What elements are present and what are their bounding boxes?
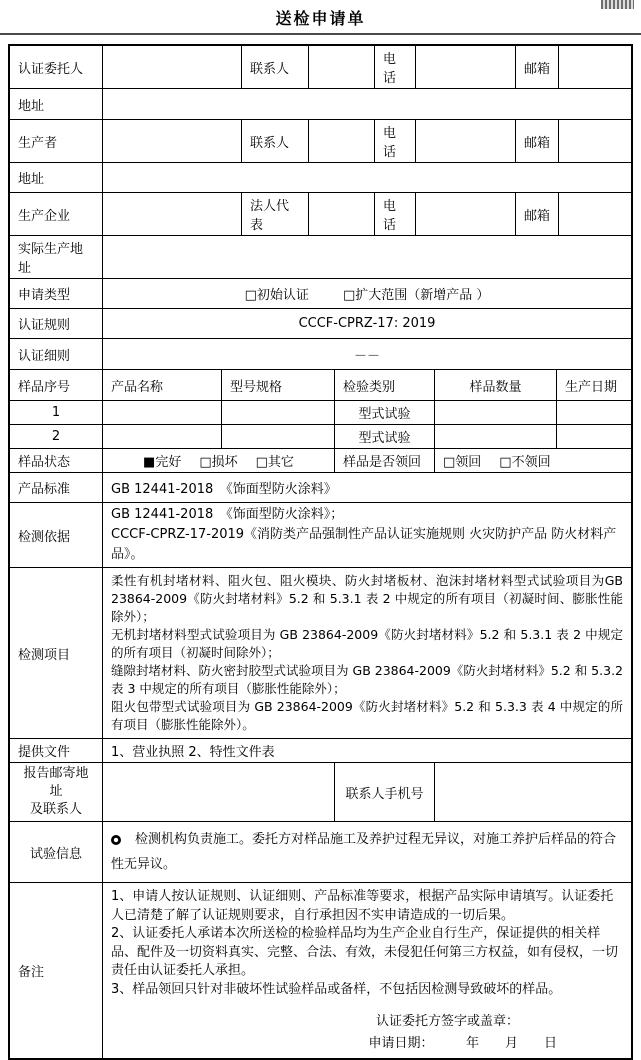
sample-reclaim-options-cell	[434, 449, 631, 472]
checkbox-reclaim-no[interactable]: □不领回	[499, 455, 551, 470]
product-standard-label: 产品标准	[18, 482, 71, 497]
certification-rule-row	[10, 308, 631, 338]
contact-mobile-label: 联系人手机号	[334, 763, 434, 821]
applicant-email-input-cell[interactable]	[558, 46, 631, 88]
sample-1-product-name-input-cell[interactable]	[102, 401, 221, 424]
enterprise-email-label: 邮箱	[515, 193, 558, 235]
sample-table-header-row	[10, 369, 631, 400]
sample-status-options-cell	[102, 449, 334, 472]
sample-2-qty-input-cell[interactable]	[434, 425, 556, 448]
sample-1-model-input-cell[interactable]	[221, 401, 334, 424]
test-basis-line2: CCCF-CPRZ-17-2019《消防类产品强制性产品认证实施规则 火灾防护产品 防火材料产品》。	[111, 527, 617, 562]
test-info-text: 检测机构负责施工。委托方对样品施工及养护过程无异议，对施工养护后样品的符合性无异议。	[111, 832, 617, 872]
remarks-item-1: 1、申请人按认证规则、认证细则、产品标准等要求，根据产品实际申请填写。认证委托人已清楚了解了认证规则要求，自行承担因不实申请造成的一切后果。	[111, 889, 614, 923]
model-spec-header: 型号规格	[221, 370, 334, 400]
sample-status-label: 样品状态	[18, 455, 71, 470]
sample-1-qty-input-cell[interactable]	[434, 401, 556, 424]
certification-detail-label: 认证细则	[18, 348, 71, 364]
sample-no-header: 样品序号	[18, 379, 71, 395]
sample-1-test-category: 型式试验	[334, 401, 434, 424]
certification-detail-row	[10, 338, 631, 369]
producer-row	[10, 119, 631, 162]
applicant-phone-input-cell[interactable]	[415, 46, 515, 88]
application-date-line: 申请日期： 年 月 日	[368, 1035, 557, 1051]
application-type-label: 申请类型	[18, 288, 71, 303]
certification-detail-value: －－	[102, 339, 631, 369]
remarks-text	[111, 885, 623, 1056]
actual-address-row	[10, 235, 631, 278]
checkbox-initial-certification[interactable]: □初始认证	[244, 288, 309, 303]
applicant-email-label: 邮箱	[515, 46, 558, 88]
test-basis-row	[10, 502, 631, 567]
remarks-item-3: 3、样品领回只针对非破坏性试验样品或备样，不包括因检测导致破坏的样品。	[111, 981, 562, 997]
checkbox-reclaim-yes[interactable]: □领回	[443, 455, 482, 470]
sample-2-test-category: 型式试验	[334, 425, 434, 448]
producer-address-label: 地址	[18, 172, 45, 187]
enterprise-email-input-cell[interactable]	[558, 193, 631, 235]
applicant-name-input-cell[interactable]	[102, 46, 241, 88]
certification-rule-value: CCCF-CPRZ-17: 2019	[102, 309, 631, 338]
product-standard-value: GB 12441-2018 《饰面型防火涂料》	[102, 473, 631, 502]
remarks-row	[10, 882, 631, 1058]
sample-2-date-input-cell[interactable]	[556, 425, 631, 448]
sample-2-product-name-input-cell[interactable]	[102, 425, 221, 448]
test-items-row	[10, 567, 631, 738]
test-basis-label: 检测依据	[18, 529, 71, 545]
producer-phone-input-cell[interactable]	[415, 120, 515, 162]
producer-name-input-cell[interactable]	[102, 120, 241, 162]
applicant-row	[10, 46, 631, 88]
producer-contact-label: 联系人	[241, 120, 308, 162]
test-items-p1: 柔性有机封堵材料、阻火包、阻火模块、防火封堵板材、泡沫封堵材料型式试验项目为GB 23864-2009《防火封堵材料》5.2 和 5.3.1 表 2 中规定的所有项目（初凝时间、膨胀性能除外）；	[111, 573, 623, 624]
applicant-contact-label: 联系人	[241, 46, 308, 88]
enterprise-phone-label: 电话	[374, 193, 415, 235]
enterprise-legal-rep-label: 法人代表	[241, 193, 308, 235]
enterprise-phone-input-cell[interactable]	[415, 193, 515, 235]
contact-mobile-input-cell[interactable]	[434, 763, 631, 821]
sample-row-1	[10, 400, 631, 424]
title-divider	[0, 33, 641, 35]
producer-contact-input-cell[interactable]	[308, 120, 374, 162]
product-standard-row	[10, 472, 631, 502]
documents-label: 提供文件	[18, 745, 71, 760]
report-mailing-label: 报告邮寄地址 及联系人	[23, 766, 89, 817]
checkbox-status-intact[interactable]: ■完好	[143, 455, 182, 470]
sample-1-date-input-cell[interactable]	[556, 401, 631, 424]
documents-value: 1、营业执照 2、特性文件表	[102, 739, 631, 762]
certification-rule-label: 认证规则	[18, 318, 71, 333]
test-items-text	[111, 570, 623, 736]
applicant-label: 认证委托人	[18, 61, 84, 77]
producer-email-input-cell[interactable]	[558, 120, 631, 162]
remarks-label: 备注	[18, 965, 45, 980]
product-name-header: 产品名称	[102, 370, 221, 400]
application-type-row	[10, 278, 631, 308]
production-date-header: 生产日期	[556, 370, 631, 400]
corner-thumbnail-image	[601, 0, 634, 9]
test-items-p3: 缝隙封堵材料、防火密封胶型式试验项目为 GB 23864-2009《防火封堵材料》5.2 和 5.3.2 表 3 中规定的所有项目（膨胀性能除外）；	[111, 663, 623, 696]
applicant-contact-input-cell[interactable]	[308, 46, 374, 88]
producer-label: 生产者	[18, 135, 58, 151]
test-items-p2: 无机封堵材料型式试验项目为 GB 23864-2009《防火封堵材料》5.2 和 5.3.1 表 2 中规定的所有项目（初凝时间除外）；	[111, 627, 623, 660]
sample-row-2	[10, 424, 631, 448]
actual-address-label: 实际生产地址	[18, 242, 84, 276]
enterprise-name-input-cell[interactable]	[102, 193, 241, 235]
test-items-label: 检测项目	[18, 647, 71, 663]
sample-1-no: 1	[51, 405, 61, 420]
checkbox-status-other[interactable]: □其它	[255, 455, 294, 470]
applicant-address-label: 地址	[18, 98, 45, 114]
page-title: 送检申请单	[275, 9, 366, 28]
producer-address-input-cell[interactable]	[102, 163, 631, 192]
test-info-row	[10, 821, 631, 882]
enterprise-label: 生产企业	[18, 208, 71, 224]
checkbox-expand-scope[interactable]: □扩大范围（新增产品 ）	[342, 288, 490, 303]
applicant-address-input-cell[interactable]	[102, 89, 631, 119]
radio-selected-icon[interactable]	[111, 835, 121, 845]
test-info-label: 试验信息	[29, 846, 82, 862]
test-basis-line1: GB 12441-2018 《饰面型防火涂料》；	[111, 507, 344, 522]
actual-address-input-cell[interactable]	[102, 236, 631, 278]
sample-qty-header: 样品数量	[434, 370, 556, 400]
report-mailing-input-cell[interactable]	[102, 763, 334, 821]
enterprise-row	[10, 192, 631, 235]
application-form-table	[8, 44, 633, 1060]
enterprise-legal-rep-input-cell[interactable]	[308, 193, 374, 235]
sample-2-no: 2	[51, 429, 61, 444]
producer-address-row	[10, 162, 631, 192]
sample-2-model-input-cell[interactable]	[221, 425, 334, 448]
producer-phone-label: 电话	[374, 120, 415, 162]
applicant-address-row	[10, 88, 631, 119]
checkbox-status-damaged[interactable]: □损坏	[199, 455, 238, 470]
sample-status-row	[10, 448, 631, 472]
signature-label: 认证委托方签字或盖章：	[375, 1014, 519, 1029]
documents-row	[10, 738, 631, 762]
sample-reclaim-label: 样品是否领回	[334, 449, 434, 472]
test-items-p4: 阻火包带型式试验项目为 GB 23864-2009《防火封堵材料》5.2 和 5.3.3 表 4 中规定的所有项目（膨胀性能除外）。	[111, 699, 623, 732]
test-category-header: 检验类别	[334, 370, 434, 400]
producer-email-label: 邮箱	[515, 120, 558, 162]
applicant-phone-label: 电话	[374, 46, 415, 88]
application-type-options-cell	[102, 279, 631, 308]
remarks-item-2: 2、认证委托人承诺本次所送检的检验样品均为生产企业自行生产，保证提供的相关样品、配件及一切资料真实、完整、合法、有效，未侵犯任何第三方权益，如有侵权，一切责任由认证委托人承担。	[111, 926, 619, 978]
report-mailing-row	[10, 762, 631, 821]
test-basis-value	[111, 505, 623, 565]
